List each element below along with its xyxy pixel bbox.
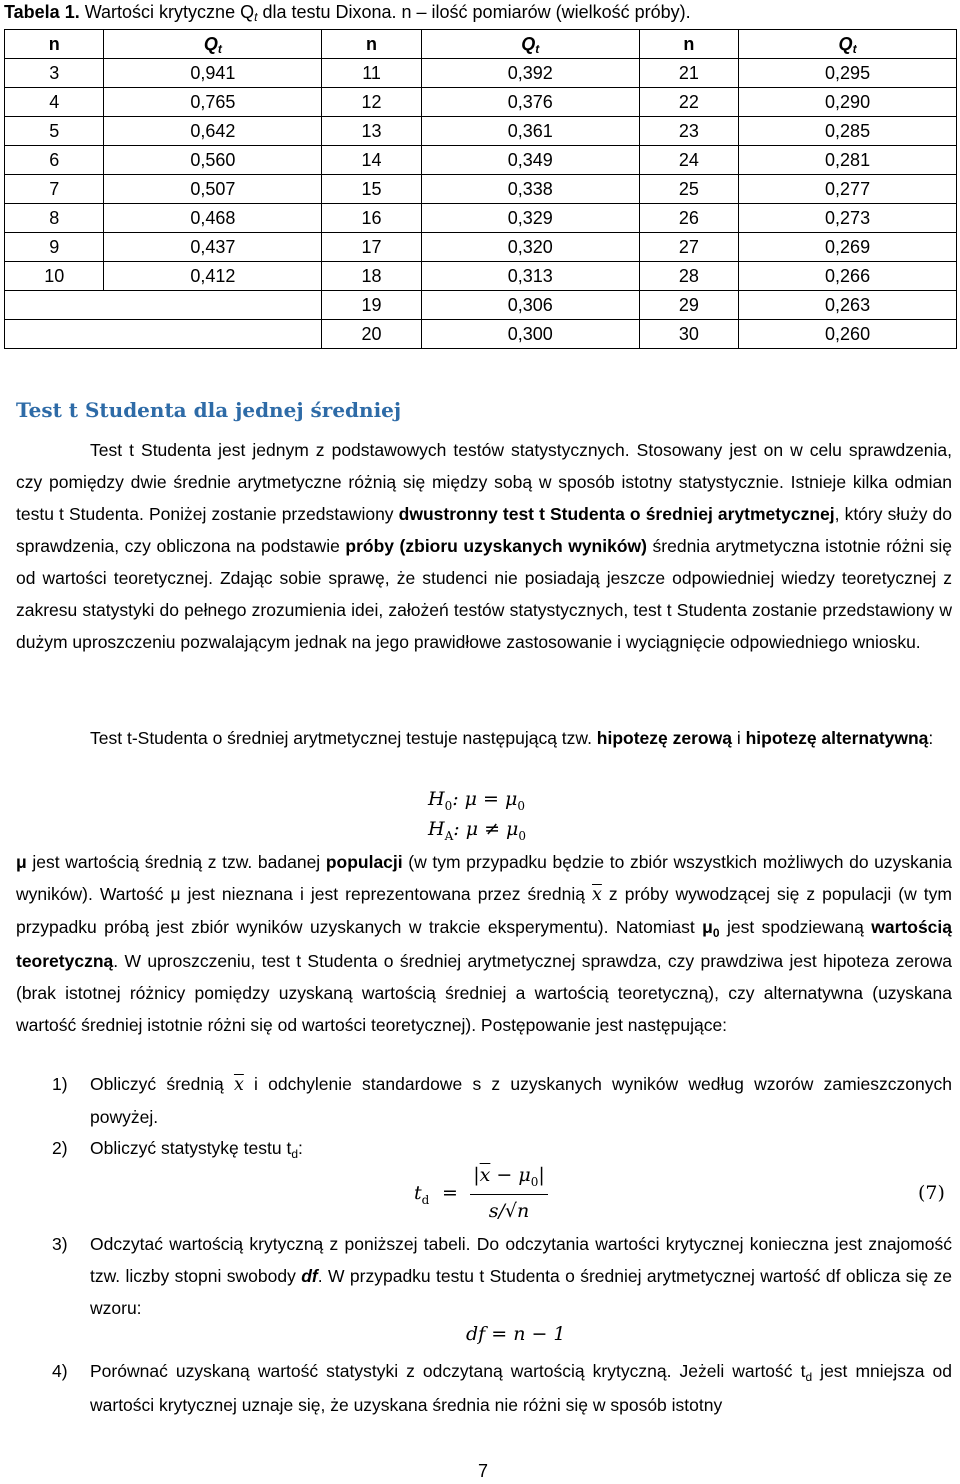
step-4: 4) Porównać uzyskaną wartość statystyki z odczytaną wartością krytyczną. Jeżeli wartość $t_d$ jest mniejsza od wartości krytycznej uznaje się, że uzyskana średnia nie różni się w sposób istotny xyxy=(52,1361,952,1415)
table-row xyxy=(5,320,957,349)
table-cell: 0,329 xyxy=(421,204,639,233)
table-cell: 0,306 xyxy=(421,291,639,320)
table-row xyxy=(5,291,957,320)
table-cell: 3 xyxy=(5,59,104,88)
alternative-hypothesis: $H_A$: $\mu \ne \mu_0$ xyxy=(428,818,527,843)
table-cell: 0,290 xyxy=(739,88,957,117)
intro-paragraph: Test t Studenta jest jednym z podstawowych testów statystycznych. Stosowany jest on w celu sprawdzenia, czy pomiędzy dwie średnie arytmetyczne różnią się między sobą w sposób istotny statystycznie. Istnieje kilka odmian testu t Studenta. Poniżej zostanie przedstawiony dwustronny test t Studenta o średniej arytmetycznej, który służy do sprawdzenia, czy obliczona na podstawie próby (zbioru uzyskanych wyników) średnia arytmetyczna istotnie różni się od wartości teoretycznej. Zdając sobie sprawę, że studenci nie posiadają jeszcze odpowiedniej wiedzy teoretycznej z zakresu statystyki do pełnego zrozumienia idei, założeń testów statystycznych, test t Studenta zostanie przedstawiony w dużym uproszczeniu pozwalającym jednak na jego prawidłowe zastosowanie i wyciągnięcie odpowiedniego wniosku. xyxy=(16,440,952,652)
table-cell: 0,273 xyxy=(739,204,957,233)
table-cell: 0,338 xyxy=(421,175,639,204)
table-cell: 5 xyxy=(5,117,104,146)
table-cell: 18 xyxy=(322,262,421,291)
step-3: 3) Odczytać wartością krytyczną z poniższej tabeli. Do odczytania wartości krytycznej konieczna jest znajomość tzw. liczby stopni swobody df. W przypadku testu t Studenta o średniej arytmetycznej wartość df oblicza się ze wzoru: xyxy=(52,1234,952,1318)
table-caption xyxy=(4,0,691,26)
table-cell: 0,266 xyxy=(739,262,957,291)
table-cell: 24 xyxy=(639,146,738,175)
header-n-2: n xyxy=(322,30,421,59)
step-1: 1) Obliczyć średnią $\overline{x}$ i odchylenie standardowe s z uzyskanych wyników według wzorów zamieszczonych powyżej. xyxy=(52,1074,952,1127)
table-cell: 0,412 xyxy=(104,262,322,291)
table-cell xyxy=(104,320,322,349)
table-cell: 0,269 xyxy=(739,233,957,262)
page-number: 7 xyxy=(478,1461,489,1481)
table-cell: 0,277 xyxy=(739,175,957,204)
table-row xyxy=(5,233,957,262)
table-cell: 30 xyxy=(639,320,738,349)
table-cell: 29 xyxy=(639,291,738,320)
table-cell: 0,560 xyxy=(104,146,322,175)
table-cell: 20 xyxy=(322,320,421,349)
table-cell: 8 xyxy=(5,204,104,233)
table-cell: 0,349 xyxy=(421,146,639,175)
header-n-3: n xyxy=(639,30,738,59)
table-cell: 0,320 xyxy=(421,233,639,262)
table-cell: 0,260 xyxy=(739,320,957,349)
table-cell: 0,437 xyxy=(104,233,322,262)
formula-numerator: $|\overline{x} - \mu_0|$ xyxy=(473,1164,545,1189)
section-heading: Test t Studenta dla jednej średniej xyxy=(16,398,402,422)
table-cell: 22 xyxy=(639,88,738,117)
caption-label: Tabela 1. xyxy=(4,2,80,22)
table-cell: 27 xyxy=(639,233,738,262)
table-cell: 0,941 xyxy=(104,59,322,88)
table-cell: 0,281 xyxy=(739,146,957,175)
table-cell: 11 xyxy=(322,59,421,88)
table-cell: 0,263 xyxy=(739,291,957,320)
formula-td-lhs: $t_d$ xyxy=(414,1182,430,1207)
table-cell: 21 xyxy=(639,59,738,88)
df-formula: df = n − 1 xyxy=(466,1323,566,1345)
table-row xyxy=(5,204,957,233)
formula-equals: = xyxy=(442,1182,458,1204)
table-cell: 0,765 xyxy=(104,88,322,117)
table-row xyxy=(5,175,957,204)
table-cell: 15 xyxy=(322,175,421,204)
table-cell: 26 xyxy=(639,204,738,233)
table-cell: 9 xyxy=(5,233,104,262)
table-cell: 6 xyxy=(5,146,104,175)
table-cell: 0,376 xyxy=(421,88,639,117)
table-row xyxy=(5,59,957,88)
table-cell: 4 xyxy=(5,88,104,117)
table-cell: 0,642 xyxy=(104,117,322,146)
table-cell: 0,392 xyxy=(421,59,639,88)
caption-text: Wartości krytyczne Qt dla testu Dixona. n – ilość pomiarów (wielkość próby). xyxy=(84,2,691,24)
mu-paragraph: μ jest wartością średnią z tzw. badanej populacji (w tym przypadku będzie to zbiór wszystkich możliwych do uzyskania wyników). Wartość μ jest nieznana i jest reprezentowana przez średnią $\overline{x}$ z próby wywodzącej się z populacji (w tym przypadku próbą jest zbiór wyników uzyskanych w trakcie eksperymentu). Natomiast $\mu_0$ jest spodziewaną wartością teoretyczną. W uproszczeniu, test t Studenta o średniej arytmetycznej sprawdza, czy prawdziwa jest hipoteza zerowa (brak istotnej różnicy pomiędzy uzyskaną wartością średniej a wartością teoretyczną), czy alternatywna (uzyskana wartość średniej istotnie różni się od wartości teoretycznej). Postępowanie jest następujące: xyxy=(16,852,952,1035)
table-cell: 25 xyxy=(639,175,738,204)
table-cell: 23 xyxy=(639,117,738,146)
table-cell: 12 xyxy=(322,88,421,117)
table-cell: 14 xyxy=(322,146,421,175)
table-row xyxy=(5,262,957,291)
table-row xyxy=(5,88,957,117)
step-2: 2) Obliczyć statystykę testu $t_d$: xyxy=(52,1138,303,1161)
table-cell: 7 xyxy=(5,175,104,204)
table-cell: 16 xyxy=(322,204,421,233)
table-cell: 17 xyxy=(322,233,421,262)
header-qt-3: Qt xyxy=(739,30,957,59)
table-cell: 0,285 xyxy=(739,117,957,146)
table-cell: 0,361 xyxy=(421,117,639,146)
table-cell: 0,507 xyxy=(104,175,322,204)
table-cell: 10 xyxy=(5,262,104,291)
hypothesis-paragraph: Test t-Studenta o średniej arytmetycznej testuje następującą tzw. hipotezę zerową i hipotezę alternatywną: xyxy=(90,728,934,748)
table-cell: 0,468 xyxy=(104,204,322,233)
fraction-bar xyxy=(470,1194,548,1195)
header-n-1: n xyxy=(5,30,104,59)
table-cell: 13 xyxy=(322,117,421,146)
header-qt-2: Qt xyxy=(421,30,639,59)
table-row xyxy=(5,146,957,175)
table-cell: 19 xyxy=(322,291,421,320)
formula-denominator: s/√n xyxy=(488,1200,530,1222)
table-cell: 0,295 xyxy=(739,59,957,88)
header-qt-1: Qt xyxy=(104,30,322,59)
table-row xyxy=(5,117,957,146)
table-cell: 28 xyxy=(639,262,738,291)
table-cell: 0,300 xyxy=(421,320,639,349)
dixon-table xyxy=(4,29,957,349)
table-cell: 0,313 xyxy=(421,262,639,291)
table-cell xyxy=(104,291,322,320)
table-cell xyxy=(5,291,104,320)
table-header-row xyxy=(5,30,957,59)
null-hypothesis: $H_0$: $\mu = \mu_0$ xyxy=(428,788,525,813)
equation-number: (7) xyxy=(918,1182,945,1204)
table-cell xyxy=(5,320,104,349)
